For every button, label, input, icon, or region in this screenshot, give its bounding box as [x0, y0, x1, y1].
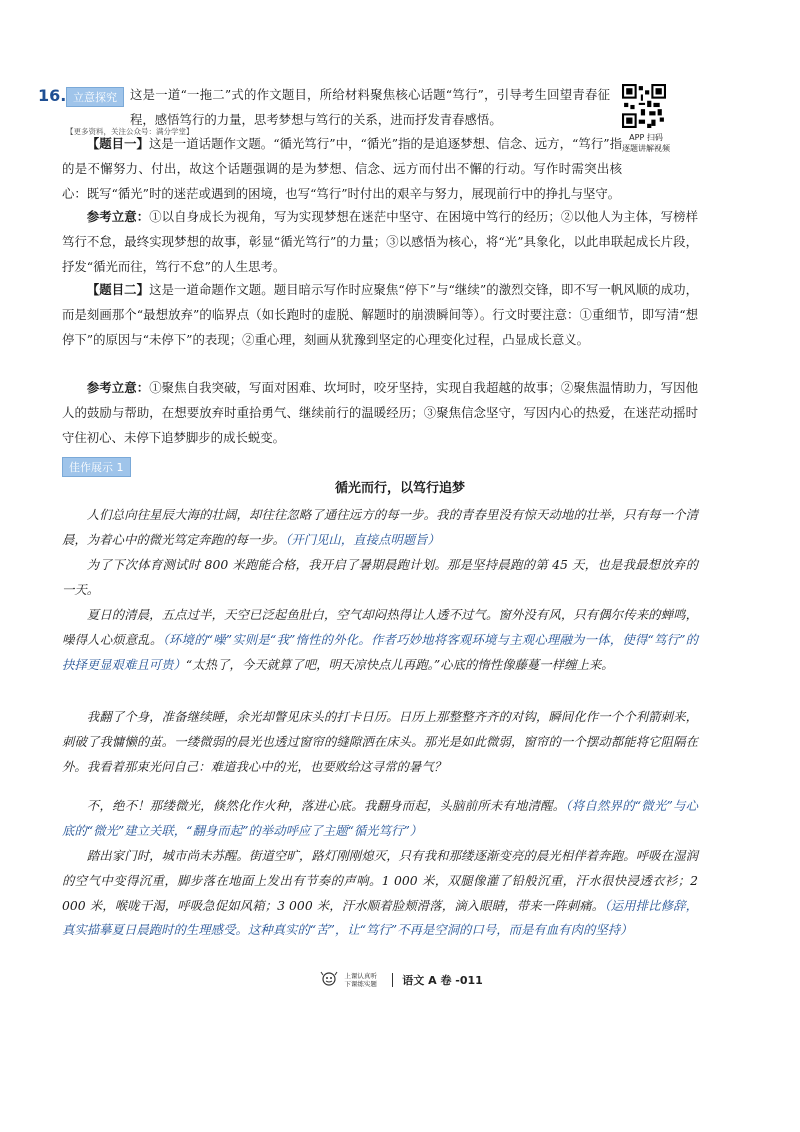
essay-paragraph-5 — [62, 794, 698, 844]
essay-paragraph-3 — [62, 603, 698, 677]
essay-p2-text: 为了下次体育测试时 800 米跑能合格，我开启了暑期晨跑计划。那是坚持晨跑的第 45 天，也是我最想放弃的一天。 — [62, 557, 698, 597]
topic1-label: 【题目一】 — [86, 136, 149, 151]
qr-caption-line1: APP 扫码 — [629, 133, 663, 142]
topic1-reference — [62, 205, 698, 279]
tag-example: 佳作展示 1 — [62, 457, 131, 477]
essay-p1-text: 人们总向往星辰大海的壮阔，却往往忽略了通往远方的每一步。我的青春里没有惊天动地的壮举，只有每一个清晨，为着心中的微光笃定奔跑的每一步。 — [62, 507, 698, 547]
page-number: 语文 A 卷 -011 — [402, 974, 483, 987]
tag-analysis: 立意探究 — [66, 87, 124, 107]
topic1-ref-label: 参考立意： — [86, 209, 150, 224]
essay-p6-text: 踏出家门时，城市尚未苏醒。街道空旷，路灯刚刚熄灭，只有我和那缕逐渐变亮的晨光相伴着奔跑。呼吸在湿润的空气中变得沉重，脚步落在地面上发出有节奏的声响。1 000 米，双腿像灌了铅般沉重，汗水很快浸透衣衫；2 000 米，喉咙干渴，呼吸急促如风箱；3 000 米，汗水顺着脸颊滑落，滴入眼睛，带来一阵刺痛。 — [62, 848, 698, 913]
essay-paragraph-2 — [62, 553, 698, 603]
publisher-slogan — [344, 972, 377, 988]
slogan-line2: 下课练实题 — [344, 980, 377, 988]
essay-p5-text: 不，绝不！那缕微光，倏然化作火种，落进心底。我翻身而起，头脑前所未有地清醒。 — [86, 798, 566, 813]
footer-divider — [392, 973, 393, 987]
essay-p1-note: （开门见山，直接点明题旨） — [285, 531, 440, 547]
topic2-label: 【题目二】 — [86, 282, 150, 297]
qr-code-icon[interactable] — [622, 84, 666, 128]
essay-paragraph-6 — [62, 844, 698, 943]
essay-p3a-text: 夏日的清晨，五点过半，天空已泛起鱼肚白，空气却闷热得让人透不过气。窗外没有风，只有偶尔传来的蝉鸣，噪得人心烦意乱。 — [62, 607, 698, 647]
topic1-ref-text: ①以自身成长为视角，写为实现梦想在迷茫中坚守、在困境中笃行的经历；②以他人为主体，写榜样笃行不怠，最终实现梦想的故事，彰显“循光笃行”的力量；③以感悟为核心，将“光”具象化，以此串联起成长片段，抒发“循光而往，笃行不怠”的人生思考。 — [62, 209, 699, 274]
essay-p3-note: （环境的“噪”实则是“我”惰性的外化。作者巧妙地将客观环境与主观心理融为一体，使得“笃行”的抉择更显艰难且可贵） — [62, 631, 699, 672]
essay-paragraph-1 — [62, 503, 698, 553]
publisher-logo-icon — [317, 971, 341, 989]
essay-p4-text: 我翻了个身，准备继续睡，余光却瞥见床头的打卡日历。日历上那整整齐齐的对钩，瞬间化作一个个利箭刺来，刺破了我慵懒的茧。一缕微弱的晨光也透过窗帘的缝隙洒在床头。那光是如此微弱，窗帘的一个摆动都能将它阻隔在外。我看着那束光问自己：难道我心中的光，也要败给这寻常的暑气？ — [62, 709, 698, 774]
topic2-ref-label: 参考立意： — [86, 380, 150, 395]
topic1-body: 这是一道话题作文题。“循光笃行”中，“循光”指的是追逐梦想、信念、远方，“笃行”指的是不懈努力、付出，故这个话题强调的是为梦想、信念、远方而付出不懈的行动。写作时需突出核心：既写“循光”时的迷茫或遇到的困境，也写“笃行”时付出的艰辛与努力，展现前行中的挣扎与坚守。 — [62, 136, 623, 201]
topic2-body: 这是一道命题作文题。题目暗示写作时应聚焦“停下”与“继续”的激烈交锋，即不写一帆风顺的成功，而是刻画那个“最想放弃”的临界点（如长跑时的虚脱、解题时的崩溃瞬间等）。行文时要注意：①重细节，即写清“想停下”的原因与“未停下”的表现；②重心理，刻画从犹豫到坚定的心理变化过程，凸显成长意义。 — [62, 282, 699, 347]
qr-caption-line2: 逐题讲解视频 — [622, 144, 670, 153]
essay-p6-note: （运用排比修辞，真实描摹夏日晨跑时的生理感受。这种真实的“苦”，让“笃行”不再是空洞的口号，而是有血有肉的坚持） — [62, 897, 698, 938]
small-note: 【更多资料，关注公众号：满分学堂】 — [66, 127, 194, 136]
essay-p3b-text: “太热了，今天就算了吧，明天凉快点儿再跑。”心底的惰性像藤蔓一样缠上来。 — [185, 656, 614, 672]
essay-paragraph-4 — [62, 705, 698, 779]
slogan-line1: 上课认真听 — [344, 972, 377, 980]
essay-p5-note: （将自然界的“微光”与心底的“微光”建立关联，“翻身而起”的举动呼应了主题“循光笃行”） — [62, 798, 698, 838]
intro-paragraph — [130, 83, 610, 133]
essay-title: 循光而行，以笃行追梦 — [334, 481, 465, 496]
topic2-paragraph — [62, 278, 698, 352]
intro-text: 这是一道“一拖二”式的作文题目，所给材料聚焦核心话题“笃行”，引导考生回望青春征程，感悟笃行的力量，思考梦想与笃行的关系，进而抒发青春感悟。 — [130, 87, 610, 127]
question-number: 16. — [38, 86, 67, 105]
page-footer — [0, 971, 800, 989]
topic2-reference — [62, 376, 698, 450]
topic1-paragraph — [62, 132, 622, 206]
topic2-ref-text: ①聚焦自我突破，写面对困难、坎坷时，咬牙坚持，实现自我超越的故事；②聚焦温情助力，写因他人的鼓励与帮助，在想要放弃时重拾勇气、继续前行的温暖经历；③聚焦信念坚守，写因内心的热爱，在迷茫动摇时守住初心、未停下追梦脚步的成长蜕变。 — [62, 380, 699, 445]
